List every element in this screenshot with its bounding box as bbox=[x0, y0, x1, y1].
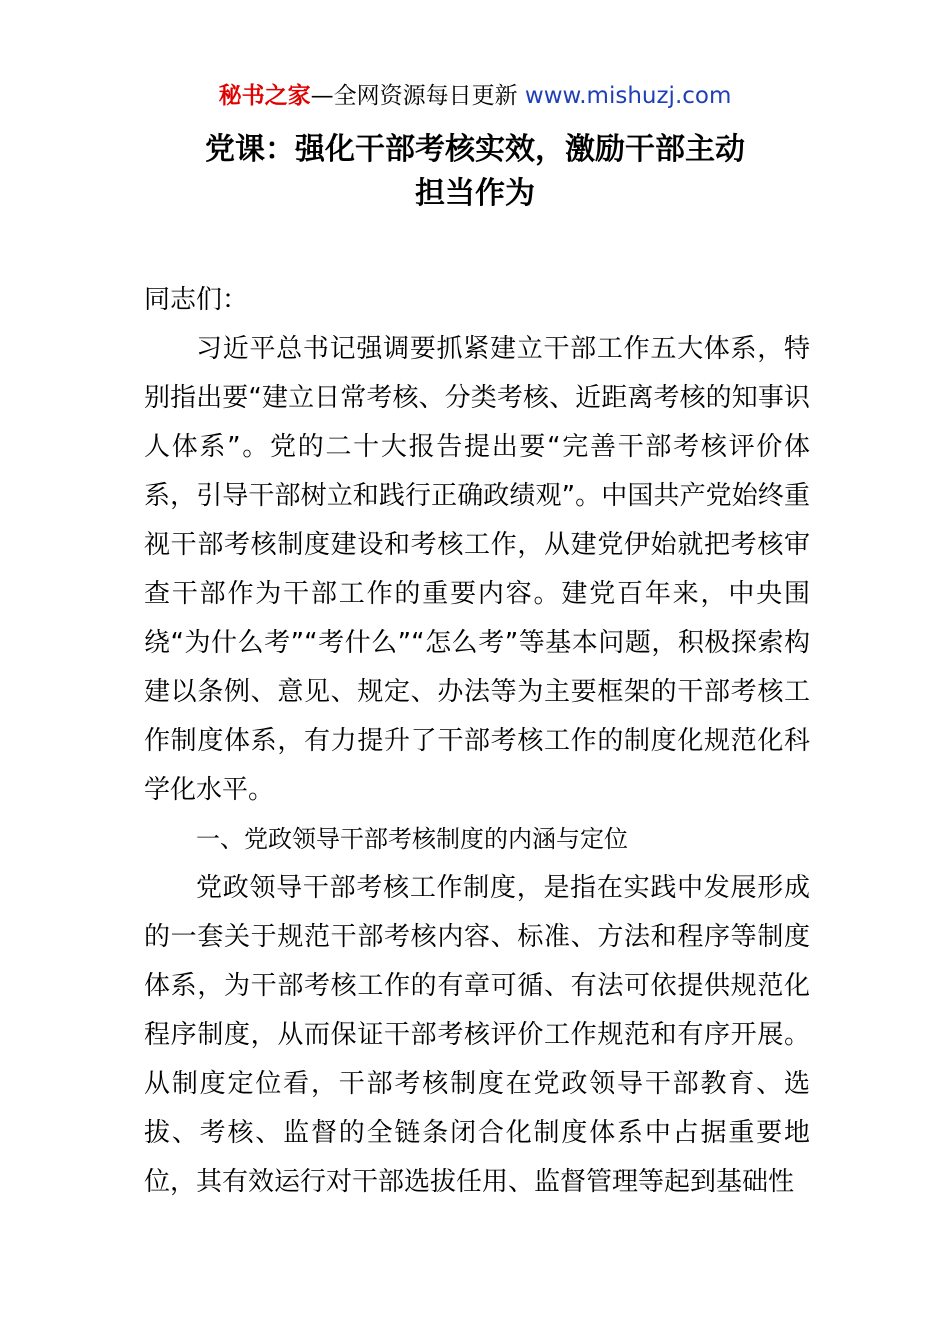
document-title bbox=[0, 128, 950, 216]
site-url-link[interactable]: www.mishuzj.com bbox=[524, 83, 732, 109]
title-line-2: 担当作为 bbox=[415, 176, 535, 211]
site-tagline: —全网资源每日更新 bbox=[310, 83, 518, 109]
section-heading-1: 一、党政领导干部考核制度的内涵与定位 bbox=[196, 825, 628, 853]
site-brand: 秘书之家 bbox=[218, 83, 311, 109]
paragraph-2: 党政领导干部考核工作制度，是指在实践中发展形成的一套关于规范干部考核内容、标准、方法和程序等制度体系，为干部考核工作的有章可循、有法可依提供规范化程序制度，从而保证干部考核评价工作规范和有序开展。从制度定位看，干部考核制度在党政领导干部教育、选拔、考核、监督的全链条闭合化制度体系中占据重要地位，其有效运行对干部选拔任用、监督管理等起到基础性 bbox=[144, 873, 810, 1197]
paragraph-1: 习近平总书记强调要抓紧建立干部工作五大体系，特别指出要“建立日常考核、分类考核、近距离考核的知事识人体系”。党的二十大报告提出要“完善干部考核评价体系，引导干部树立和践行正确政绩观”。中国共产党始终重视干部考核制度建设和考核工作，从建党伊始就把考核审查干部作为干部工作的重要内容。建党百年来，中央围绕“为什么考”“考什么”“怎么考”等基本问题，积极探索构建以条例、意见、规定、办法等为主要框架的干部考核工作制度体系，有力提升了干部考核工作的制度化规范化科学化水平。 bbox=[144, 334, 810, 805]
title-line-1: 党课：强化干部考核实效，激励干部主动 bbox=[205, 132, 745, 167]
salutation: 同志们： bbox=[144, 285, 249, 315]
site-header bbox=[0, 80, 950, 112]
document-body bbox=[144, 276, 810, 1207]
